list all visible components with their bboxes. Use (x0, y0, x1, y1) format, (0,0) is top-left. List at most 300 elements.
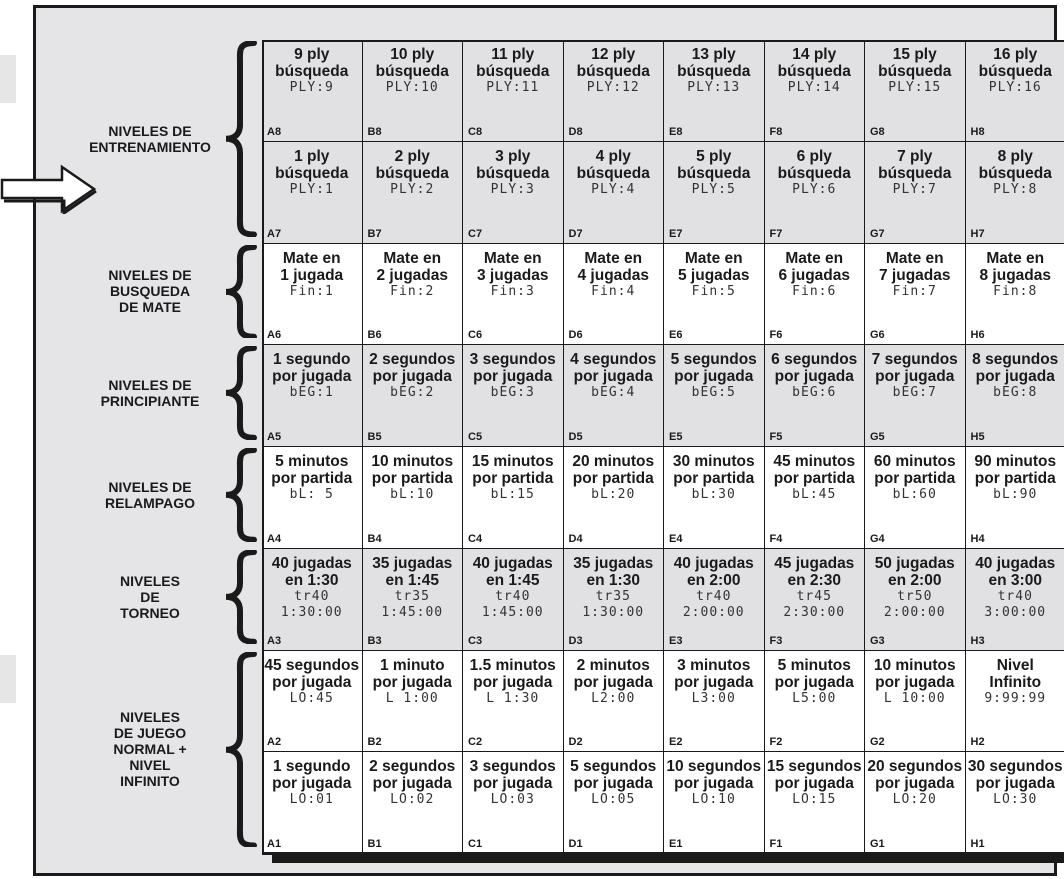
lcd-display-code: PLY:8 (993, 181, 1038, 197)
lcd-display-code: bEG:1 (289, 385, 334, 401)
square-label: D2 (568, 736, 583, 749)
level-title: 60 minutos (873, 453, 956, 470)
level-title: 1 ply (294, 147, 330, 165)
lcd-display-code: LO:15 (792, 792, 837, 808)
level-cell-h2 (966, 651, 1064, 754)
right-arrow-icon (0, 164, 100, 214)
level-title: 90 minutos (974, 453, 1057, 470)
level-cell-c7 (463, 142, 565, 245)
level-title: 10 minutos (873, 656, 956, 674)
lcd-display-code: PLY:1 (289, 181, 334, 197)
level-detail: Infinito (989, 673, 1042, 691)
lcd-display-code: PLY:12 (586, 80, 640, 95)
level-title: 2 ply (394, 147, 430, 165)
level-title: 10 segundos (666, 758, 762, 776)
square-label: E1 (669, 838, 683, 850)
square-label: E6 (669, 329, 683, 342)
level-cell-h4 (966, 447, 1064, 550)
level-cell-b3 (363, 549, 465, 652)
level-title: 2 segundos (369, 758, 456, 776)
level-detail: búsqueda (476, 164, 550, 182)
lcd-display-time: 1:45:00 (481, 604, 544, 620)
square-label: H5 (970, 431, 985, 443)
square-label: A6 (267, 329, 282, 342)
level-detail: por jugada (272, 673, 352, 691)
level-title: 3 segundos (469, 351, 556, 369)
lcd-display-code: Fin:4 (591, 283, 636, 299)
lcd-display-code: Fin:3 (490, 283, 535, 299)
level-detail: búsqueda (476, 63, 550, 80)
left-page-tab-bottom (0, 655, 16, 703)
level-cell-c8 (463, 40, 565, 143)
square-label: G6 (870, 329, 885, 342)
square-label: B2 (367, 736, 382, 749)
lcd-display-time: 1:30:00 (582, 604, 645, 620)
lcd-display-code: PLY:7 (892, 181, 937, 197)
square-label: E2 (669, 736, 683, 749)
level-cell-d4 (564, 447, 666, 550)
lcd-display-code: bEG:2 (390, 385, 435, 401)
square-label: G1 (870, 838, 885, 850)
square-label: G7 (870, 227, 885, 240)
square-label: E7 (669, 227, 683, 240)
lcd-display-code: PLY:10 (385, 80, 439, 95)
lcd-display-time: 2:00:00 (883, 604, 946, 620)
level-title: 15 ply (892, 46, 937, 63)
level-title: 1 segundo (272, 758, 351, 776)
lcd-display-code: L2:00 (591, 690, 636, 706)
left-page-tab-top (0, 55, 16, 103)
square-label: G5 (870, 431, 885, 443)
lcd-display-code: bL:15 (490, 487, 535, 502)
lcd-display-time: 1:45:00 (381, 604, 444, 620)
level-detail: búsqueda (275, 63, 349, 80)
level-cell-b4 (363, 447, 465, 550)
lcd-display-code: LO:02 (390, 792, 435, 808)
lcd-display-code: PLY:3 (490, 181, 535, 197)
level-detail: 2 jugadas (376, 266, 448, 284)
lcd-display-code: Fin:7 (892, 283, 937, 299)
square-label: C1 (468, 838, 483, 850)
square-label: D5 (568, 431, 583, 443)
lcd-display-code: bL:90 (993, 487, 1038, 502)
level-title: Mate en (483, 249, 542, 267)
square-label: A5 (267, 431, 282, 443)
level-detail: búsqueda (878, 164, 952, 182)
level-title: 11 ply (491, 46, 535, 63)
level-title: Mate en (684, 249, 743, 267)
square-label: B6 (367, 329, 382, 342)
level-cell-d1 (564, 752, 666, 855)
level-title: Mate en (282, 249, 341, 267)
square-label: F6 (769, 329, 783, 342)
lcd-display-code: tr40 (997, 588, 1033, 604)
level-detail: por jugada (875, 775, 955, 793)
square-label: H8 (970, 125, 985, 138)
square-label: C2 (468, 736, 483, 749)
lcd-display-code: Fin:8 (993, 283, 1038, 299)
square-label: G2 (870, 736, 885, 749)
level-title: 5 minutos (275, 453, 349, 470)
level-title: 2 segundos (369, 351, 456, 369)
curly-brace-icon (224, 652, 258, 848)
square-label: C4 (468, 532, 483, 545)
level-cell-f6 (765, 244, 867, 347)
lcd-display-time: 1:30:00 (280, 604, 343, 620)
level-detail: por jugada (573, 673, 653, 691)
square-label: B3 (367, 634, 382, 647)
square-label: C3 (468, 634, 483, 647)
level-title: 20 minutos (572, 453, 655, 470)
square-label: B4 (367, 532, 382, 545)
level-cell-e6 (664, 244, 766, 347)
level-cell-c1 (463, 752, 565, 855)
lcd-display-code: bL: 5 (289, 487, 334, 502)
square-label: H6 (970, 329, 985, 342)
level-detail: por jugada (975, 775, 1055, 793)
square-label: H3 (970, 634, 985, 647)
level-cell-f2 (765, 651, 867, 754)
lcd-display-code: tr35 (595, 588, 631, 604)
level-cell-g6 (865, 244, 967, 347)
lcd-display-code: LO:45 (289, 690, 334, 706)
level-title: 7 segundos (871, 351, 958, 369)
square-label: D6 (568, 329, 583, 342)
square-label: C7 (468, 227, 483, 240)
lcd-display-code: LO:20 (892, 792, 937, 808)
level-detail: búsqueda (576, 63, 650, 80)
level-detail: 5 jugadas (678, 266, 750, 284)
level-detail: búsqueda (677, 63, 751, 80)
level-detail: por jugada (875, 673, 955, 691)
level-title: 16 ply (993, 46, 1038, 63)
level-title: 3 ply (495, 147, 531, 165)
level-cell-d3 (564, 549, 666, 652)
level-title: 4 segundos (570, 351, 657, 369)
level-detail: por partida (271, 470, 353, 487)
level-title: Mate en (885, 249, 944, 267)
level-cell-f5 (765, 345, 867, 448)
lcd-display-code: tr40 (696, 588, 732, 604)
square-label: G8 (870, 125, 885, 138)
lcd-display-code: 9:99:99 (984, 690, 1047, 706)
level-detail: por jugada (372, 775, 452, 793)
level-detail: 7 jugadas (879, 266, 951, 284)
level-detail: por jugada (674, 368, 754, 386)
level-detail: por jugada (473, 368, 553, 386)
level-detail: en 1:45 (385, 571, 439, 589)
level-title: 12 ply (591, 46, 636, 63)
group-label: NIVELES DE JUEGO NORMAL + NIVEL INFINITO (113, 709, 187, 790)
level-title: 1 segundo (272, 351, 351, 369)
level-title: 1 minuto (379, 656, 445, 674)
square-label: E5 (669, 431, 683, 443)
level-cell-h1 (966, 752, 1064, 855)
lcd-display-code: PLY:13 (687, 80, 741, 95)
level-cell-e5 (664, 345, 766, 448)
level-title: 13 ply (691, 46, 736, 63)
level-detail: en 1:45 (486, 571, 540, 589)
lcd-display-code: PLY:14 (787, 80, 841, 95)
lcd-display-code: Fin:2 (390, 283, 435, 299)
level-cell-g8 (865, 40, 967, 143)
level-cell-g7 (865, 142, 967, 245)
lcd-display-code: bL:10 (390, 487, 435, 502)
level-title: 9 ply (294, 46, 330, 63)
level-title: 7 ply (897, 147, 933, 165)
lcd-display-code: PLY:2 (390, 181, 435, 197)
level-cell-a8 (262, 40, 364, 143)
lcd-display-time: 2:00:00 (682, 604, 745, 620)
square-label: D3 (568, 634, 583, 647)
level-cell-f7 (765, 142, 867, 245)
level-cell-a3 (262, 549, 364, 652)
level-cell-g1 (865, 752, 967, 855)
square-label: G4 (870, 532, 885, 545)
level-cell-g5 (865, 345, 967, 448)
level-detail: por jugada (272, 775, 352, 793)
square-label: H2 (970, 736, 985, 749)
level-title: 6 segundos (771, 351, 858, 369)
lcd-display-time: 3:00:00 (984, 604, 1047, 620)
level-title: Mate en (383, 249, 442, 267)
level-detail: por jugada (774, 775, 854, 793)
level-title: 15 minutos (471, 453, 554, 470)
lcd-display-code: bEG:6 (792, 385, 837, 401)
lcd-display-code: Fin:5 (691, 283, 736, 299)
square-label: F8 (769, 125, 783, 138)
level-detail: búsqueda (777, 164, 851, 182)
level-title: 40 jugadas (673, 554, 754, 572)
square-label: F4 (769, 532, 783, 545)
level-detail: por partida (874, 470, 956, 487)
lcd-display-code: L 1:30 (486, 690, 540, 706)
group-label: NIVELES DE BUSQUEDA DE MATE (108, 267, 192, 316)
lcd-display-code: LO:10 (691, 792, 736, 808)
level-title: 20 segundos (867, 758, 963, 776)
level-cell-b7 (363, 142, 465, 245)
lcd-display-code: LO:05 (591, 792, 636, 808)
lcd-display-code: PLY:16 (988, 80, 1042, 95)
level-detail: por jugada (674, 673, 754, 691)
lcd-display-code: PLY:15 (888, 80, 942, 95)
level-cell-a4 (262, 447, 364, 550)
square-label: F1 (769, 838, 783, 850)
level-detail: por jugada (573, 368, 653, 386)
lcd-display-code: bL:30 (691, 487, 736, 502)
level-detail: por jugada (975, 368, 1055, 386)
level-title: 15 segundos (766, 758, 862, 776)
level-cell-h8 (966, 40, 1064, 143)
level-title: 1.5 minutos (469, 656, 556, 674)
curly-brace-icon (224, 245, 258, 339)
level-cell-f1 (765, 752, 867, 855)
lcd-display-code: PLY:6 (792, 181, 837, 197)
group-label: NIVELES DE RELAMPAGO (105, 478, 195, 511)
lcd-display-code: tr35 (394, 588, 430, 604)
level-title: 2 minutos (576, 656, 650, 674)
level-detail: en 2:00 (687, 571, 741, 589)
lcd-display-code: tr45 (796, 588, 832, 604)
level-title: 30 minutos (672, 453, 755, 470)
level-detail: en 1:30 (586, 571, 640, 589)
level-cell-d5 (564, 345, 666, 448)
square-label: A2 (267, 736, 282, 749)
level-detail: por jugada (573, 775, 653, 793)
level-detail: por jugada (674, 775, 754, 793)
level-title: 5 minutos (777, 656, 851, 674)
square-label: A3 (267, 634, 282, 647)
level-detail: búsqueda (777, 63, 851, 80)
level-cell-c3 (463, 549, 565, 652)
lcd-display-code: bL:60 (892, 487, 937, 502)
level-grid (262, 40, 1064, 854)
square-label: D7 (568, 227, 583, 240)
level-cell-g3 (865, 549, 967, 652)
level-cell-d8 (564, 40, 666, 143)
level-title: 45 segundos (264, 656, 360, 674)
group-label: NIVELES DE PRINCIPIANTE (100, 377, 200, 410)
lcd-display-code: bEG:7 (892, 385, 937, 401)
curly-brace-icon (224, 448, 258, 542)
level-cell-c4 (463, 447, 565, 550)
lcd-display-code: L3:00 (691, 690, 736, 706)
level-detail: por jugada (875, 368, 955, 386)
lcd-display-code: PLY:5 (691, 181, 736, 197)
level-cell-c2 (463, 651, 565, 754)
level-title: 4 ply (595, 147, 631, 165)
level-title: 45 jugadas (774, 554, 855, 572)
level-detail: en 3:00 (988, 571, 1042, 589)
level-title: 40 jugadas (472, 554, 553, 572)
lcd-display-code: L 10:00 (883, 690, 946, 706)
square-label: G3 (870, 634, 885, 647)
square-label: A7 (267, 227, 282, 240)
level-title: 5 segundos (570, 758, 657, 776)
lcd-display-code: bL:45 (792, 487, 837, 502)
square-label: D4 (568, 532, 583, 545)
level-cell-c6 (463, 244, 565, 347)
lcd-display-code: Fin:1 (289, 283, 334, 299)
square-label: H4 (970, 532, 985, 545)
group-label: NIVELES DE TORNEO (120, 572, 180, 621)
level-detail: por partida (572, 470, 654, 487)
square-label: H7 (970, 227, 985, 240)
level-detail: búsqueda (576, 164, 650, 182)
square-label: F3 (769, 634, 783, 647)
square-label: F5 (769, 431, 783, 443)
level-cell-h3 (966, 549, 1064, 652)
level-cell-b1 (363, 752, 465, 855)
level-detail: por jugada (473, 775, 553, 793)
square-label: F2 (769, 736, 783, 749)
level-detail: en 2:00 (888, 571, 942, 589)
square-label: C6 (468, 329, 483, 342)
level-detail: búsqueda (978, 63, 1052, 80)
square-label: H1 (970, 838, 985, 850)
level-detail: 3 jugadas (477, 266, 549, 284)
level-detail: por partida (371, 470, 453, 487)
square-label: B7 (367, 227, 382, 240)
lcd-display-code: bEG:5 (691, 385, 736, 401)
lcd-display-code: LO:01 (289, 792, 334, 808)
lcd-display-code: Fin:6 (792, 283, 837, 299)
level-title: Mate en (584, 249, 643, 267)
level-detail: por jugada (473, 673, 553, 691)
square-label: C8 (468, 125, 483, 138)
group-label: NIVELES DE ENTRENAMIENTO (89, 122, 211, 155)
curly-brace-icon (224, 550, 258, 644)
lcd-display-code: bEG:4 (591, 385, 636, 401)
level-detail: 6 jugadas (778, 266, 850, 284)
level-cell-a5 (262, 345, 364, 448)
level-title: 35 jugadas (372, 554, 453, 572)
level-cell-a7 (262, 142, 364, 245)
lcd-display-code: L5:00 (792, 690, 837, 706)
level-cell-a2 (262, 651, 364, 754)
level-cell-f4 (765, 447, 867, 550)
level-detail: 1 jugada (280, 266, 344, 284)
level-title: Mate en (785, 249, 844, 267)
lcd-display-code: PLY:9 (289, 80, 334, 95)
level-detail: por jugada (774, 673, 854, 691)
level-cell-e4 (664, 447, 766, 550)
level-detail: por partida (472, 470, 554, 487)
level-detail: por partida (773, 470, 855, 487)
lcd-display-code: LO:30 (993, 792, 1038, 808)
square-label: D8 (568, 125, 583, 138)
level-cell-b8 (363, 40, 465, 143)
level-detail: en 1:30 (285, 571, 339, 589)
curly-brace-icon (224, 41, 258, 237)
level-cell-d2 (564, 651, 666, 754)
level-title: 5 ply (696, 147, 732, 165)
level-title: 30 segundos (967, 758, 1063, 776)
square-label: D1 (568, 838, 583, 850)
level-cell-h6 (966, 244, 1064, 347)
level-detail: búsqueda (275, 164, 349, 182)
level-detail: 4 jugadas (577, 266, 649, 284)
level-cell-b6 (363, 244, 465, 347)
level-title: 10 minutos (371, 453, 454, 470)
level-cell-g2 (865, 651, 967, 754)
lcd-display-time: 2:30:00 (783, 604, 846, 620)
level-cell-d7 (564, 142, 666, 245)
lcd-display-code: tr40 (495, 588, 531, 604)
levels-panel (33, 5, 1063, 876)
level-title: 5 segundos (670, 351, 757, 369)
square-label: A4 (267, 532, 282, 545)
square-label: B1 (367, 838, 382, 850)
lcd-display-code: tr40 (294, 588, 330, 604)
level-cell-a6 (262, 244, 364, 347)
level-detail: por jugada (372, 673, 452, 691)
lcd-display-code: PLY:11 (486, 80, 540, 95)
square-label: A8 (267, 125, 282, 138)
level-cell-d6 (564, 244, 666, 347)
level-cell-h5 (966, 345, 1064, 448)
level-cell-e8 (664, 40, 766, 143)
level-detail: búsqueda (677, 164, 751, 182)
level-cell-g4 (865, 447, 967, 550)
level-title: 35 jugadas (573, 554, 654, 572)
level-detail: por jugada (774, 368, 854, 386)
level-detail: búsqueda (375, 63, 449, 80)
level-cell-e2 (664, 651, 766, 754)
square-label: A1 (267, 838, 282, 850)
level-cell-c5 (463, 345, 565, 448)
level-title: Mate en (986, 249, 1045, 267)
